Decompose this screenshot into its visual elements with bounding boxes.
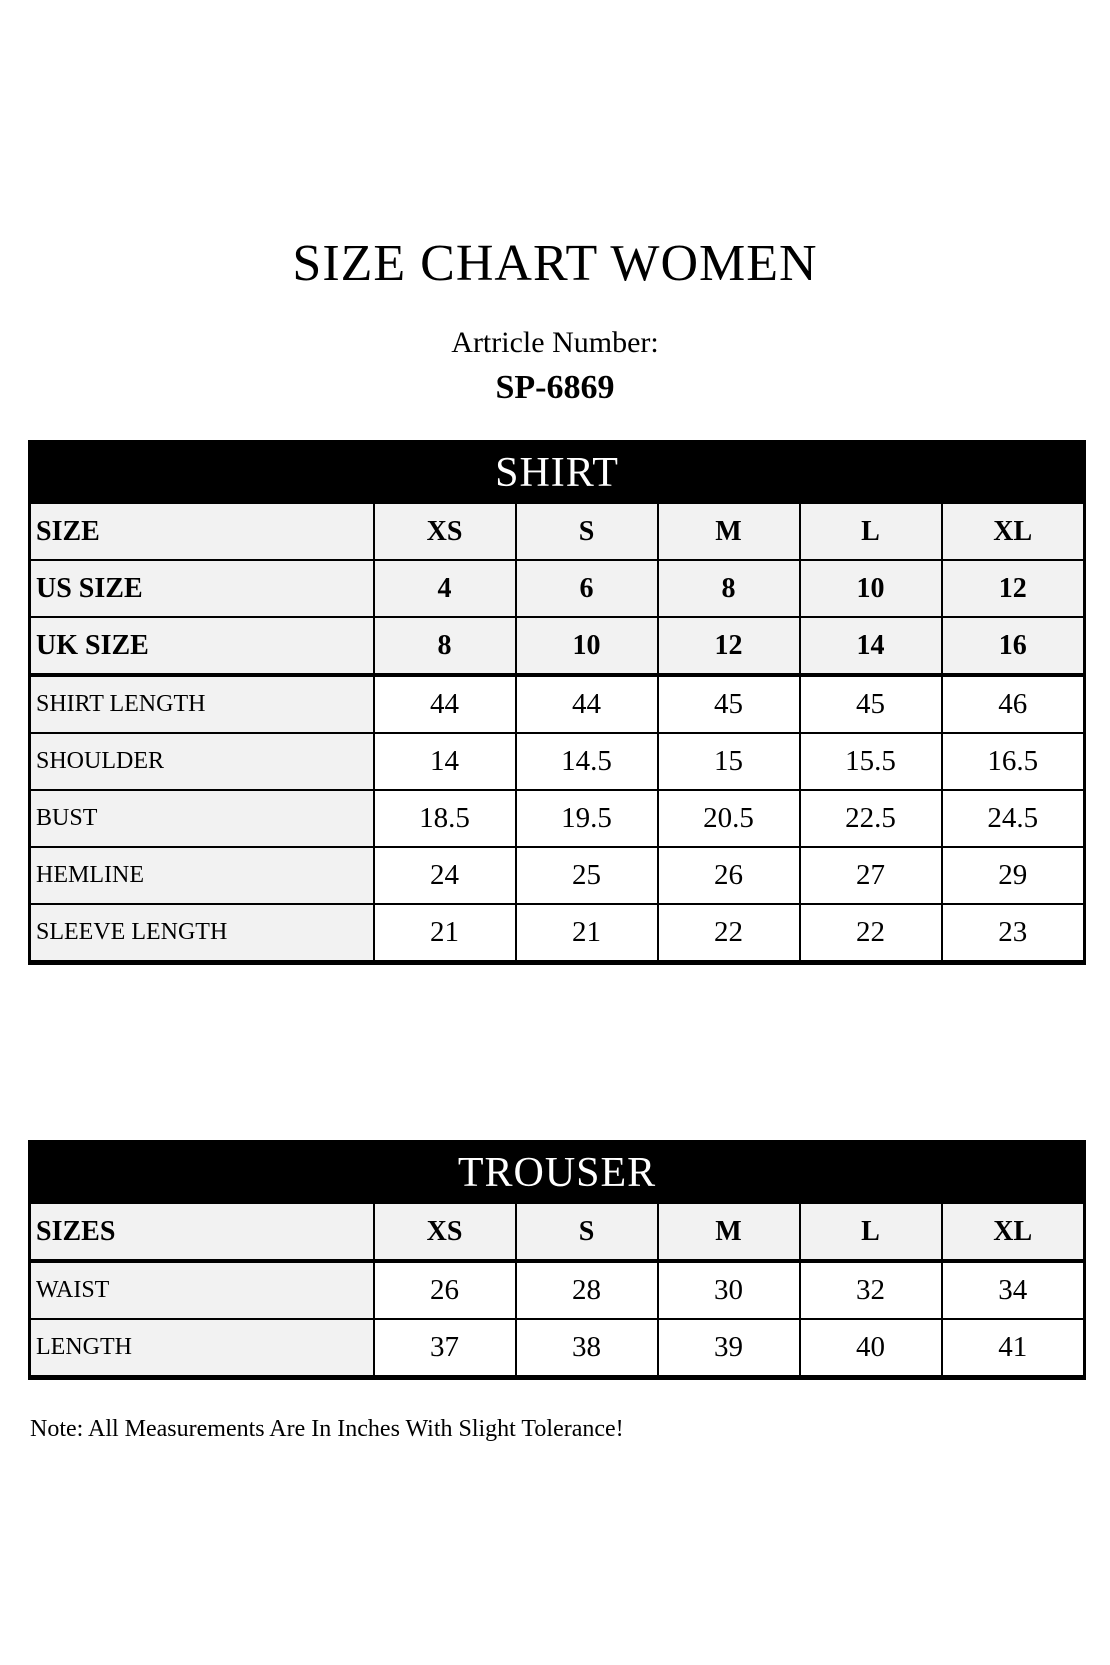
value-cell: 39 [658,1319,800,1378]
value-cell: 8 [374,617,516,675]
value-cell: 14 [800,617,942,675]
value-cell: L [800,1203,942,1261]
value-cell: 16 [942,617,1085,675]
value-cell: 12 [942,560,1085,617]
trouser-table-title: TROUSER [30,1142,1085,1204]
row-label: LENGTH [30,1319,374,1378]
value-cell: 14.5 [516,733,658,790]
value-cell: 22 [658,904,800,963]
value-cell: 24.5 [942,790,1085,847]
value-cell: 26 [658,847,800,904]
value-cell: 6 [516,560,658,617]
value-cell: 14 [374,733,516,790]
value-cell: 45 [658,675,800,733]
value-cell: 34 [942,1261,1085,1319]
page-title: SIZE CHART WOMEN [292,235,818,292]
table-row [30,1319,1085,1378]
table-row [30,733,1085,790]
value-cell: 19.5 [516,790,658,847]
value-cell: 23 [942,904,1085,963]
table-row [30,675,1085,733]
shirt-table [28,440,1086,965]
row-label: UK SIZE [30,617,374,675]
value-cell: M [658,1203,800,1261]
row-label: US SIZE [30,560,374,617]
row-label: HEMLINE [30,847,374,904]
row-label: WAIST [30,1261,374,1319]
article-number-label: Artricle Number: [451,326,659,359]
value-cell: 10 [800,560,942,617]
value-cell: 25 [516,847,658,904]
value-cell: XS [374,503,516,560]
table-row [30,847,1085,904]
value-cell: S [516,1203,658,1261]
value-cell: 41 [942,1319,1085,1378]
table-row [30,1261,1085,1319]
row-label: SIZE [30,503,374,560]
value-cell: 22.5 [800,790,942,847]
value-cell: 20.5 [658,790,800,847]
value-cell: XL [942,503,1085,560]
value-cell: 32 [800,1261,942,1319]
value-cell: 24 [374,847,516,904]
value-cell: 44 [374,675,516,733]
trouser-table-body [30,1203,1085,1378]
value-cell: 45 [800,675,942,733]
value-cell: 15 [658,733,800,790]
value-cell: 27 [800,847,942,904]
article-number: SP-6869 [495,369,615,406]
trouser-table-header [30,1142,1085,1204]
value-cell: 21 [374,904,516,963]
value-cell: 18.5 [374,790,516,847]
value-cell: L [800,503,942,560]
value-cell: 30 [658,1261,800,1319]
table-row [30,904,1085,963]
table-row [30,1203,1085,1261]
value-cell: 46 [942,675,1085,733]
trouser-table [28,1140,1086,1380]
value-cell: XS [374,1203,516,1261]
shirt-table-title: SHIRT [30,442,1085,504]
table-row [30,790,1085,847]
value-cell: 4 [374,560,516,617]
value-cell: 12 [658,617,800,675]
row-label: SIZES [30,1203,374,1261]
shirt-table-header [30,442,1085,504]
value-cell: 40 [800,1319,942,1378]
value-cell: 26 [374,1261,516,1319]
row-label: SHOULDER [30,733,374,790]
row-label: BUST [30,790,374,847]
value-cell: 15.5 [800,733,942,790]
value-cell: 37 [374,1319,516,1378]
note-text: Note: All Measurements Are In Inches With Slight Tolerance! [30,1416,624,1442]
value-cell: XL [942,1203,1085,1261]
row-label: SLEEVE LENGTH [30,904,374,963]
article-number-block [0,328,1110,405]
value-cell: M [658,503,800,560]
value-cell: 10 [516,617,658,675]
value-cell: 16.5 [942,733,1085,790]
value-cell: 28 [516,1261,658,1319]
value-cell: 29 [942,847,1085,904]
value-cell: 44 [516,675,658,733]
table-row [30,617,1085,675]
shirt-table-body [30,503,1085,963]
value-cell: 22 [800,904,942,963]
value-cell: 38 [516,1319,658,1378]
value-cell: S [516,503,658,560]
table-row [30,560,1085,617]
value-cell: 21 [516,904,658,963]
table-row [30,503,1085,560]
row-label: SHIRT LENGTH [30,675,374,733]
value-cell: 8 [658,560,800,617]
